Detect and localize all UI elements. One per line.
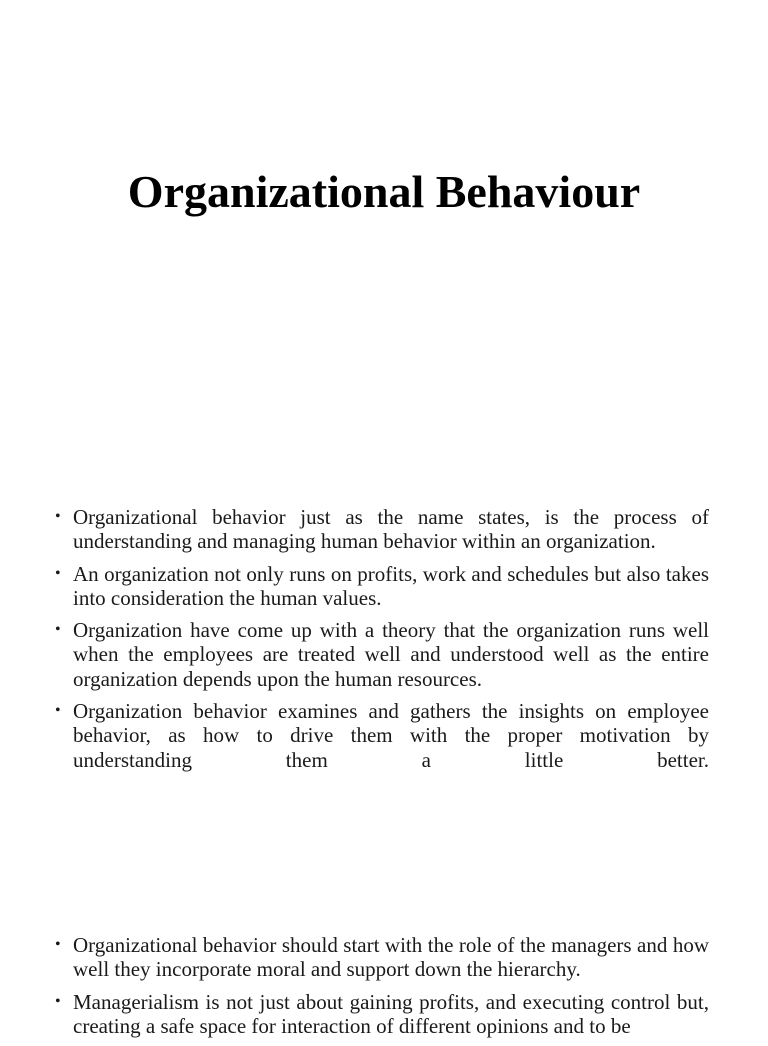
- bullet-text: Organization behavior examines and gathers the insights on employee behavior, as how to drive them with the proper motivation by understanding them a little better.: [73, 699, 709, 772]
- bullet-text: Organizational behavior should start with the role of the managers and how well they incorporate moral and support down the hierarchy.: [73, 933, 709, 982]
- bullet-icon: •: [55, 621, 61, 639]
- bullet-text: Organizational behavior just as the name states, is the process of understanding and managing human behavior within an organization.: [73, 505, 709, 554]
- list-item: [55, 618, 709, 691]
- list-item: [55, 933, 709, 982]
- bullet-text: An organization not only runs on profits, work and schedules but also takes into consideration the human values.: [73, 561, 709, 610]
- page-title: Organizational Behaviour: [127, 166, 641, 217]
- bullet-text: Organization have come up with a theory that the organization runs well when the employees are treated well and understood well as the entire organization depends upon the human resources.: [73, 618, 709, 691]
- list-item: [55, 505, 709, 554]
- bullet-icon: •: [55, 936, 61, 953]
- bullet-icon: •: [55, 508, 61, 525]
- list-item: [55, 699, 709, 772]
- list-item: [55, 990, 709, 1039]
- list-item: [55, 562, 709, 611]
- bullet-icon: •: [55, 564, 61, 582]
- bullet-icon: •: [55, 992, 61, 1010]
- bullet-text: Managerialism is not just about gaining profits, and executing control but, creating a safe space for interaction of different opinions and to be: [73, 989, 709, 1038]
- bullet-list-1: [55, 505, 709, 780]
- bullet-icon: •: [55, 702, 61, 720]
- bullet-list-2: [55, 933, 709, 1046]
